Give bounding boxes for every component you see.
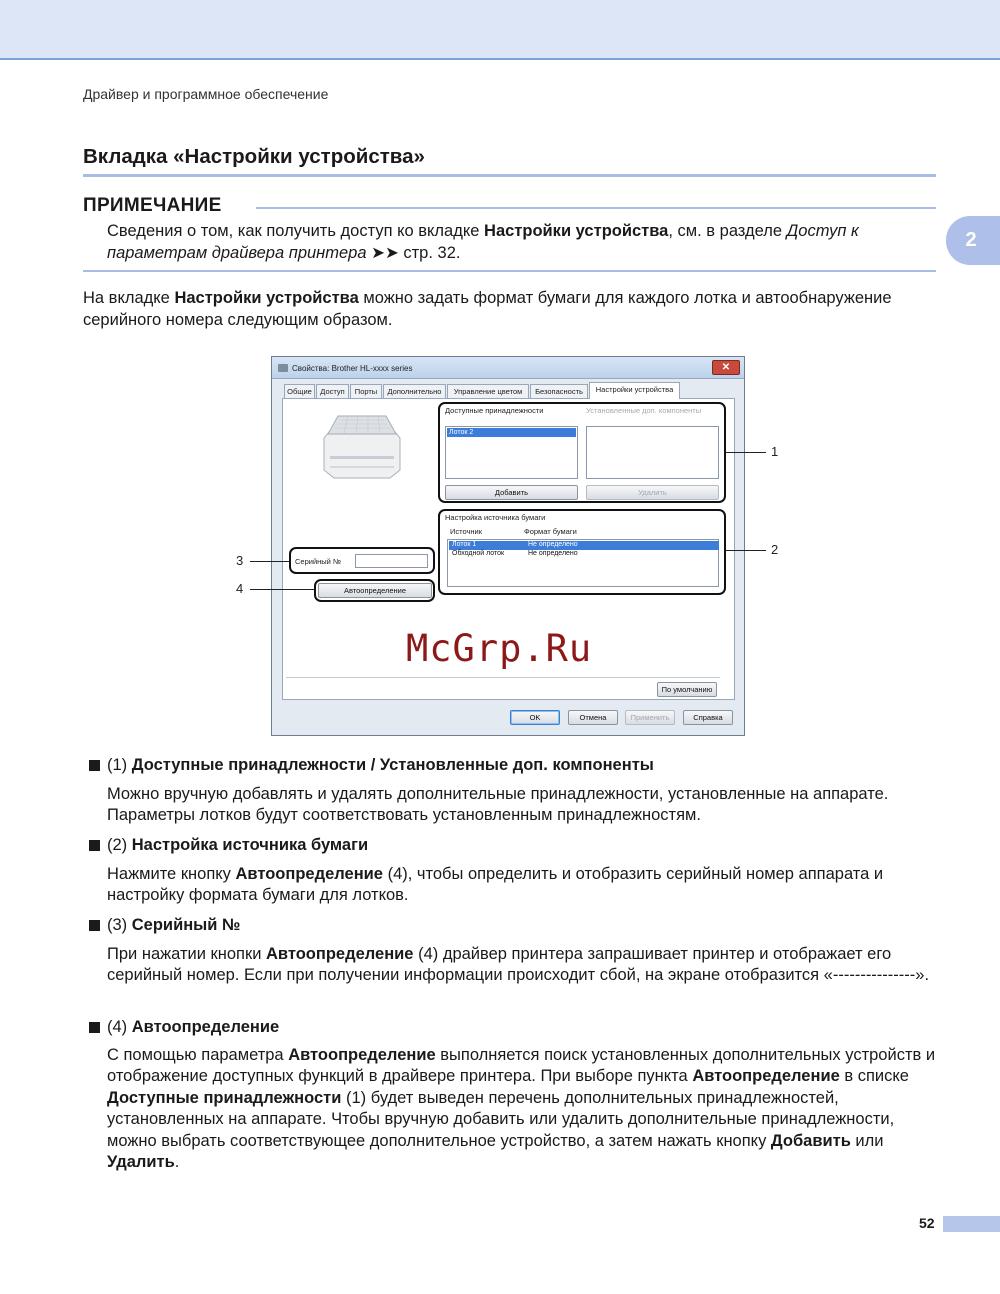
page-number-bar [943, 1216, 1000, 1232]
paper-format: Не определено [528, 550, 578, 557]
intro-paragraph: На вкладке Настройки устройства можно задать формат бумаги для каждого лотка и автообнаружение серийного номера следующим образом. [83, 289, 892, 329]
callout-leader-4 [250, 589, 314, 590]
dialog-title: Свойства: Brother HL-xxxx series [292, 364, 413, 373]
separator [286, 677, 720, 678]
paper-source-label: Настройка источника бумаги [445, 513, 546, 522]
callout-box-3 [289, 547, 435, 574]
chapter-tab: 2 [946, 216, 1000, 265]
callout-number-4: 4 [236, 581, 244, 596]
bullet-square-icon [89, 840, 100, 851]
paper-format: Не определено [528, 541, 578, 548]
bullet-square-icon [89, 760, 100, 771]
note-link[interactable]: Доступ к параметрам драйвера принтера [107, 222, 859, 262]
cancel-button[interactable]: Отмена [568, 710, 618, 725]
callout-leader-3 [250, 561, 289, 562]
callout-number-2: 2 [771, 542, 779, 557]
note-divider-bottom [83, 270, 936, 272]
tab-general[interactable]: Общие [284, 384, 315, 398]
bullet-square-icon [89, 1022, 100, 1033]
add-button[interactable]: Добавить [445, 485, 578, 500]
header-band [0, 0, 1000, 60]
help-button[interactable]: Справка [683, 710, 733, 725]
page-title: Вкладка «Настройки устройства» [83, 145, 425, 168]
item-heading: (4) Автоопределение [107, 1018, 280, 1036]
ok-button[interactable]: OK [510, 710, 560, 725]
printer-icon [278, 364, 288, 372]
tab-device-settings[interactable]: Настройки устройства [589, 382, 680, 399]
callout-leader-1 [726, 452, 766, 453]
list-item[interactable]: Лоток 2 [447, 428, 576, 437]
double-arrow-icon: ➤➤ [371, 244, 399, 262]
tab-security[interactable]: Безопасность [530, 384, 588, 398]
tab-ports[interactable]: Порты [350, 384, 382, 398]
item-paragraph: При нажатии кнопки Автоопределение (4) драйвер принтера запрашивает принтер и отображает его серийный номер. Если при получении информации происходит сбой, на экране отобразится «---------------». [107, 945, 930, 985]
breadcrumb: Драйвер и программное обеспечение [83, 86, 329, 102]
item-heading: (3) Серийный № [107, 916, 241, 934]
callout-box-2 [438, 509, 726, 595]
note-divider-top [256, 207, 936, 209]
defaults-button[interactable]: По умолчанию [657, 682, 717, 697]
watermark: McGrp.Ru [406, 627, 593, 670]
item-paragraph: С помощью параметра Автоопределение выполняется поиск установленных дополнительных устройств и отображение доступных функций в драйвере принтера. При выборе пункта Автоопределение в списке Доступные принадлежности (1) будет выведен перечень дополнительных принадлежностей, установленных на аппарате. Чтобы вручную добавить или удалить дополнительные принадлежности, можно выбрать соответствующее дополнительное устройство, а затем нажать кнопку Добавить или Удалить. [107, 1046, 936, 1172]
item-heading: (1) Доступные принадлежности / Установленные доп. компоненты [107, 756, 654, 774]
callout-number-1: 1 [771, 444, 779, 459]
title-divider [83, 174, 936, 177]
close-button[interactable]: ✕ [712, 360, 740, 375]
column-source: Источник [450, 527, 483, 536]
item-heading: (2) Настройка источника бумаги [107, 836, 369, 854]
item-paragraph: Можно вручную добавлять и удалять дополнительные принадлежности, установленные на аппарате. Параметры лотков будут соответствовать установленным принадлежностям. [107, 785, 889, 825]
paper-source: Обходной лоток [452, 550, 505, 557]
note-heading: ПРИМЕЧАНИЕ [83, 195, 222, 216]
serial-number-label: Серийный № [295, 557, 341, 566]
item-paragraph: Нажмите кнопку Автоопределение (4), чтобы определить и отобразить серийный номер аппарата и настройку формата бумаги для лотков. [107, 865, 884, 905]
installed-components-label: Установленные доп. компоненты [586, 406, 702, 415]
tab-color-management[interactable]: Управление цветом [447, 384, 529, 398]
callout-leader-2 [726, 550, 766, 551]
printer-image [320, 412, 404, 482]
callout-box-1 [438, 402, 726, 503]
paper-source: Лоток 1 [452, 541, 477, 548]
callout-box-4 [314, 579, 435, 602]
tab-advanced[interactable]: Дополнительно [383, 384, 446, 398]
tab-access[interactable]: Доступ [316, 384, 349, 398]
note-text: Сведения о том, как получить доступ ко вкладке Настройки устройства, см. в разделе Доступ к параметрам драйвера принтера ➤➤ стр. 32. [107, 222, 859, 262]
auto-detect-button[interactable]: Автоопределение [318, 583, 432, 598]
page-number: 52 [919, 1215, 935, 1231]
apply-button[interactable]: Применить [625, 710, 675, 725]
callout-number-3: 3 [236, 553, 244, 568]
dialog-titlebar [272, 357, 744, 379]
column-paper-format: Формат бумаги [524, 527, 577, 536]
remove-button[interactable]: Удалить [586, 485, 719, 500]
bullet-square-icon [89, 920, 100, 931]
available-accessories-label: Доступные принадлежности [445, 406, 544, 415]
